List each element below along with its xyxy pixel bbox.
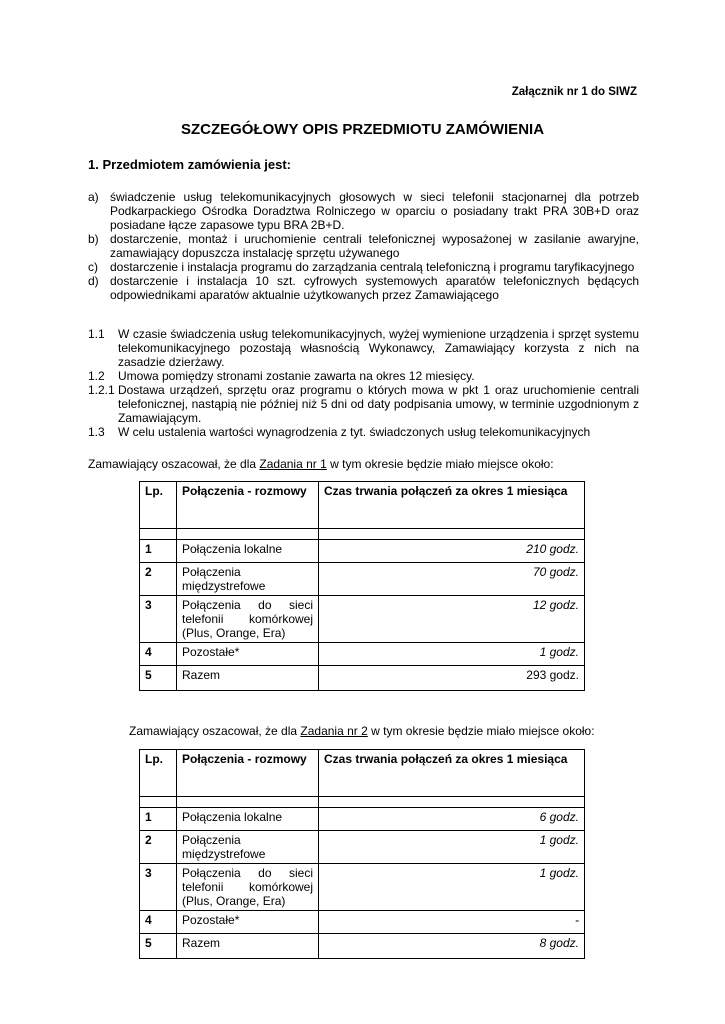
list-text: Dostawa urządzeń, sprzętu oraz programu o których mowa w pkt 1 oraz uruchomienie centrali telefonicznej, nastąpią nie później niż 5 dni od daty podpisania umowy, w terminie uzgodnionym z Zamawiającym. (118, 383, 639, 425)
list-item (88, 369, 639, 383)
row-value: 70 godz. (319, 563, 585, 596)
list-text: W celu ustalenia wartości wynagrodzenia z tyt. świadczonych usług telekomunikacyjnych (118, 425, 591, 439)
row-number: 4 (140, 643, 177, 666)
table-row (140, 563, 585, 596)
row-number: 3 (140, 864, 177, 911)
table-row (140, 831, 585, 864)
list-text: W czasie świadczenia usług telekomunikacyjnych, wyżej wymienione urządzenia i sprzęt systemu telekomunikacyjnego pozostają własnością Wykonawcy, Zamawiający korzysta z nich na zasadzie dzierżawy. (118, 327, 639, 369)
section-heading: 1. Przedmiotem zamówienia jest: (88, 157, 292, 172)
table-row (140, 540, 585, 563)
table-spacer-row (140, 797, 585, 808)
annex-label: Załącznik nr 1 do SIWZ (511, 86, 637, 98)
row-label: Połączenia lokalne (177, 808, 319, 831)
header-lp: Lp. (140, 750, 177, 797)
table-row (140, 666, 585, 691)
table-row (140, 864, 585, 911)
list-item (88, 383, 639, 425)
table-header-row (140, 482, 585, 529)
row-value: - (319, 911, 585, 934)
header-lp: Lp. (140, 482, 177, 529)
row-value: 210 godz. (319, 540, 585, 563)
list-marker: 1.1 (88, 327, 105, 341)
estimate-table-2 (139, 749, 585, 959)
row-value: 1 godz. (319, 643, 585, 666)
list-marker: c) (88, 260, 98, 274)
row-label: Połączenia międzystrefowe (177, 831, 319, 864)
list-text: dostarczenie i instalacja programu do zarządzania centralą telefoniczną i programu taryfikacyjnego (110, 260, 635, 274)
list-item (88, 190, 639, 232)
intro-text: Zamawiający oszacował, że dla (129, 724, 301, 738)
estimate-intro-1 (88, 457, 554, 471)
row-label: Pozostałe* (177, 911, 319, 934)
list-text: dostarczenie, montaż i uruchomienie centrali telefonicznej wyposażonej w zasilanie awaryjne, zamawiający dopuszcza instalację sprzętu używanego (110, 232, 639, 260)
list-marker: b) (88, 232, 99, 246)
table-row (140, 596, 585, 643)
row-number: 1 (140, 808, 177, 831)
table-header-row (140, 750, 585, 797)
row-label: Połączenia do sieci telefonii komórkowej (Plus, Orange, Era) (177, 864, 319, 911)
row-number: 1 (140, 540, 177, 563)
header-type: Połączenia - rozmowy (177, 482, 319, 529)
row-label: Razem (177, 666, 319, 691)
list-marker: 1.2.1 (88, 383, 115, 397)
estimate-intro-2 (129, 724, 595, 738)
list-item (88, 232, 639, 260)
task-reference: Zadania nr 2 (300, 724, 368, 738)
list-marker: d) (88, 274, 99, 288)
intro-text: w tym okresie będzie miało miejsce około: (326, 457, 554, 471)
list-marker: a) (88, 190, 99, 204)
table-row (140, 808, 585, 831)
header-duration: Czas trwania połączeń za okres 1 miesiąca (319, 750, 585, 797)
row-label: Połączenia lokalne (177, 540, 319, 563)
row-value: 8 godz. (319, 934, 585, 959)
document-title: SZCZEGÓŁOWY OPIS PRZEDMIOTU ZAMÓWIENIA (180, 121, 545, 138)
row-number: 2 (140, 563, 177, 596)
list-text: dostarczenie i instalacja 10 szt. cyfrowych systemowych aparatów telefonicznych będących odpowiednikami aparatów aktualnie użytkowanych przez Zamawiającego (110, 274, 639, 302)
row-value: 1 godz. (319, 864, 585, 911)
row-value: 6 godz. (319, 808, 585, 831)
row-number: 2 (140, 831, 177, 864)
table-spacer-row (140, 529, 585, 540)
table-row (140, 643, 585, 666)
table-row (140, 934, 585, 959)
intro-text: w tym okresie będzie miało miejsce około: (367, 724, 595, 738)
list-item (88, 274, 639, 302)
scope-list (88, 190, 639, 302)
row-value: 1 godz. (319, 831, 585, 864)
row-number: 3 (140, 596, 177, 643)
row-value: 12 godz. (319, 596, 585, 643)
list-text: świadczenie usług telekomunikacyjnych głosowych w sieci telefonii stacjonarnej dla potrzeb Podkarpackiego Ośrodka Doradztwa Rolniczego w oparciu o posiadany trakt PRA 30B+D oraz posiadane łącze zapasowe typu BRA 2B+D. (110, 190, 639, 232)
task-reference: Zadania nr 1 (259, 457, 327, 471)
row-number: 5 (140, 666, 177, 691)
list-item (88, 425, 639, 439)
estimate-table-1 (139, 481, 585, 691)
row-label: Połączenia międzystrefowe (177, 563, 319, 596)
row-label: Pozostałe* (177, 643, 319, 666)
list-text: Umowa pomiędzy stronami zostanie zawarta na okres 12 miesięcy. (118, 369, 475, 383)
table-row (140, 911, 585, 934)
row-value: 293 godz. (319, 666, 585, 691)
row-number: 4 (140, 911, 177, 934)
list-item (88, 260, 639, 274)
list-item (88, 327, 639, 369)
list-marker: 1.2 (88, 369, 105, 383)
list-marker: 1.3 (88, 425, 105, 439)
row-label: Połączenia do sieci telefonii komórkowej (Plus, Orange, Era) (177, 596, 319, 643)
intro-text: Zamawiający oszacował, że dla (88, 457, 260, 471)
header-duration: Czas trwania połączeń za okres 1 miesiąca (319, 482, 585, 529)
terms-list (88, 327, 639, 439)
header-type: Połączenia - rozmowy (177, 750, 319, 797)
row-number: 5 (140, 934, 177, 959)
row-label: Razem (177, 934, 319, 959)
